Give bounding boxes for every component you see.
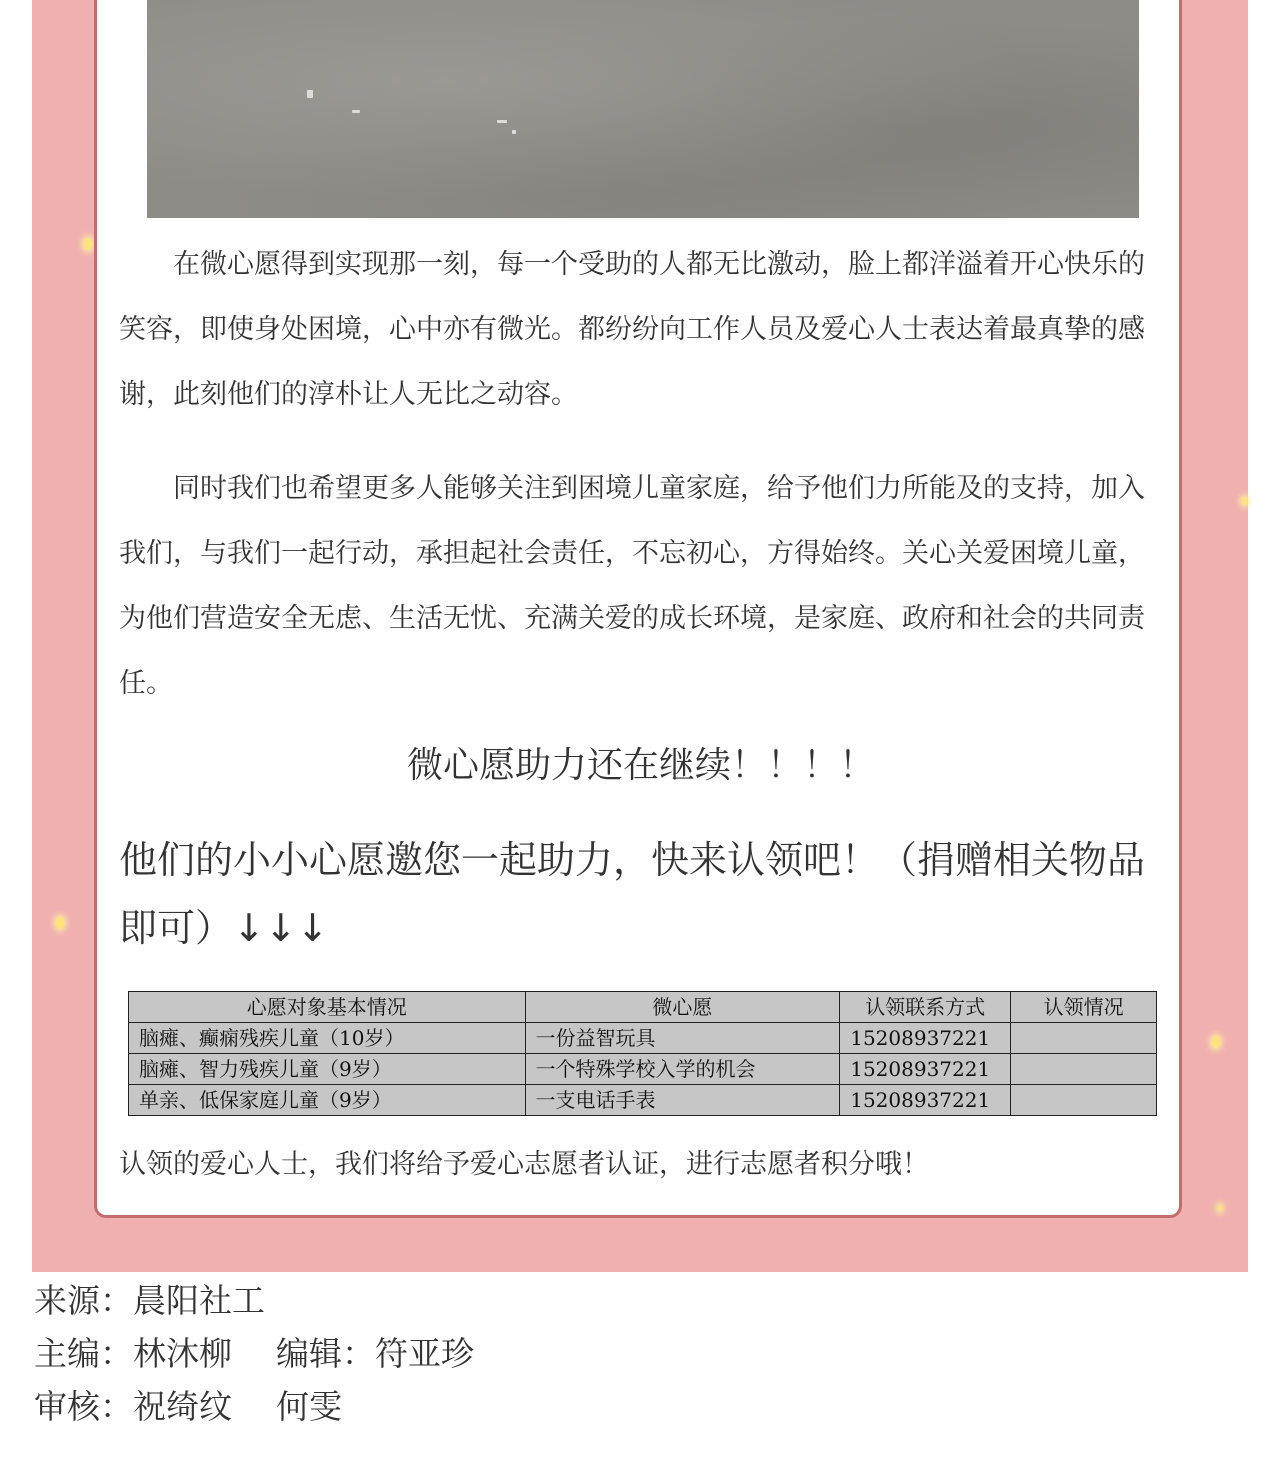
- credit-value: 何雯: [276, 1388, 342, 1425]
- credit-value: 晨阳社工: [133, 1282, 265, 1319]
- credit-label: 审核：: [34, 1388, 133, 1425]
- paragraph-gratitude: 在微心愿得到实现那一刻，每一个受助的人都无比激动，脸上都洋溢着开心快乐的笑容，即使身处困境，心中亦有微光。都纷纷向工作人员及爱心人士表达着最真挚的感谢，此刻他们的淳朴让人无比之动容。: [119, 249, 1145, 410]
- credit-label: 编辑：: [276, 1335, 375, 1372]
- photo-speck: [307, 90, 313, 98]
- photo-speck: [512, 130, 516, 134]
- cell-beneficiary: 脑瘫、癫痫残疾儿童（10岁）: [129, 1023, 526, 1054]
- paragraph-call-to-action: 同时我们也希望更多人能够关注到困境儿童家庭，给予他们力所能及的支持，加入我们，与我们一起行动，承担起社会责任，不忘初心，方得始终。关心关爱困境儿童，为他们营造安全无虑、生活无忧、充满关爱的成长环境，是家庭、政府和社会的共同责任。: [119, 473, 1145, 699]
- wish-table: [128, 991, 1157, 1116]
- cell-contact: 15208937221: [840, 1085, 1011, 1116]
- wish-invite-heading: 他们的小小心愿邀您一起助力，快来认领吧！（捐赠相关物品即可）↓↓↓: [119, 838, 1146, 950]
- credit-source: [34, 1274, 474, 1327]
- table-row: [129, 1023, 1157, 1054]
- cell-status: [1011, 1054, 1157, 1085]
- cell-beneficiary: 单亲、低保家庭儿童（9岁）: [129, 1085, 526, 1116]
- credit-editors: [34, 1327, 474, 1380]
- table-row: [129, 1085, 1157, 1116]
- table-header-row: [129, 992, 1157, 1023]
- credit-value: 符亚珍: [375, 1335, 474, 1372]
- credit-value: 林沐柳: [133, 1335, 232, 1372]
- cell-wish: 一支电话手表: [525, 1085, 840, 1116]
- photo-speck: [352, 110, 360, 113]
- credits: [34, 1274, 474, 1433]
- cell-status: [1011, 1023, 1157, 1054]
- credit-reviewers: [34, 1380, 474, 1433]
- cell-wish: 一份益智玩具: [525, 1023, 840, 1054]
- header-status: 认领情况: [1011, 992, 1157, 1023]
- sparkle-icon: [56, 917, 64, 929]
- sparkle-icon: [1242, 497, 1247, 505]
- cell-wish: 一个特殊学校入学的机会: [525, 1054, 840, 1085]
- volunteer-note: 认领的爱心人士，我们将给予爱心志愿者认证，进行志愿者积分哦！: [119, 1149, 929, 1180]
- header-contact: 认领联系方式: [840, 992, 1011, 1023]
- credit-label: 主编：: [34, 1335, 133, 1372]
- credit-label: 来源：: [34, 1282, 133, 1319]
- cell-contact: 15208937221: [840, 1054, 1011, 1085]
- cell-status: [1011, 1085, 1157, 1116]
- article-photo: [147, 0, 1139, 218]
- sparkle-icon: [1212, 1036, 1220, 1048]
- cell-contact: 15208937221: [840, 1023, 1011, 1054]
- wish-continue-heading: 微心愿助力还在继续！！！！: [406, 745, 875, 786]
- header-beneficiary: 心愿对象基本情况: [129, 992, 526, 1023]
- sparkle-icon: [84, 238, 92, 250]
- table-row: [129, 1054, 1157, 1085]
- photo-speck: [497, 120, 507, 123]
- cell-beneficiary: 脑瘫、智力残疾儿童（9岁）: [129, 1054, 526, 1085]
- credit-value: 祝绮纹: [133, 1388, 232, 1425]
- article-card: [94, 0, 1182, 1218]
- header-wish: 微心愿: [525, 992, 840, 1023]
- sparkle-icon: [1218, 1205, 1222, 1211]
